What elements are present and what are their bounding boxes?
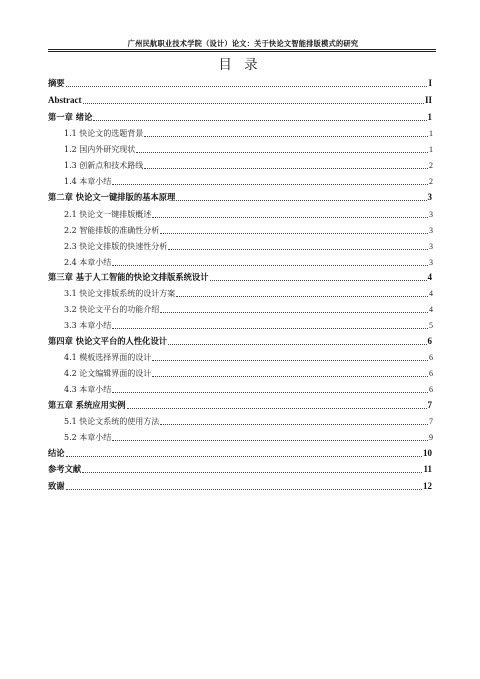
toc-entry-page: 4 [429, 289, 433, 298]
dot-leader [66, 86, 428, 87]
toc-entry-page: 1 [429, 129, 433, 138]
toc-entry-chapter-1[interactable] [48, 111, 432, 123]
toc-entry-label: 参考文献 [48, 464, 82, 474]
toc-entry-page: 7 [427, 400, 432, 410]
dot-leader [83, 103, 424, 104]
toc-title: 目 录 [218, 57, 262, 73]
toc-entry-section-2-2[interactable] [64, 224, 433, 236]
dot-leader [112, 265, 428, 266]
toc-entry-page: 7 [429, 417, 433, 426]
toc-entry-label: 1.1 快论文的选题背景 [64, 129, 144, 138]
toc-entry-label: 5.1 快论文系统的使用方法 [64, 417, 160, 426]
toc-entry-section-4-2[interactable] [64, 367, 433, 379]
toc-entry-section-3-3[interactable] [64, 319, 433, 331]
toc-entry-page: 3 [429, 210, 433, 219]
toc-entry-page: 2 [429, 161, 433, 170]
toc-entry-page: 5 [429, 321, 433, 330]
dot-leader [176, 200, 426, 201]
toc-entry-chapter-5[interactable] [48, 399, 432, 411]
toc-entry-page: 2 [429, 177, 433, 186]
toc-entry-abstract-cn[interactable] [48, 77, 432, 89]
dot-leader [112, 440, 428, 441]
toc-entry-label: 第三章 基于人工智能的快论文排版系统设计 [48, 272, 209, 282]
toc-entry-section-1-1[interactable] [64, 127, 433, 139]
toc-entry-page: 4 [427, 272, 432, 282]
toc-entry-section-5-1[interactable] [64, 415, 433, 427]
dot-leader [66, 489, 422, 490]
toc-entry-label: 2.3 快论文排版的快速性分析 [64, 242, 168, 251]
toc-entry-label: 4.2 论文编辑界面的设计 [64, 369, 152, 378]
toc-entry-page: 12 [423, 481, 432, 491]
dot-leader [144, 168, 428, 169]
dot-leader [168, 344, 426, 345]
toc-entry-acknowledgements[interactable] [48, 480, 432, 492]
toc-entry-page: 1 [427, 112, 432, 122]
toc-entry-label: 2.1 快论文一键排版概述 [64, 210, 152, 219]
toc-entry-label: 4.1 模板选择界面的设计 [64, 353, 152, 362]
toc-entry-chapter-3[interactable] [48, 271, 432, 283]
toc-entry-conclusion[interactable] [48, 447, 432, 459]
toc-entry-label: 第五章 系统应用实例 [48, 400, 126, 410]
dot-leader [160, 424, 428, 425]
toc-entry-label: 致谢 [48, 481, 65, 491]
toc-entry-label: 第一章 绪论 [48, 112, 93, 122]
toc-entry-section-1-4[interactable] [64, 175, 433, 187]
dot-leader [93, 120, 426, 121]
toc-entry-chapter-2[interactable] [48, 191, 432, 203]
toc-entry-section-2-1[interactable] [64, 208, 433, 220]
toc-entry-page: 6 [427, 336, 432, 346]
toc-entry-page: 3 [427, 192, 432, 202]
dot-leader [66, 456, 422, 457]
dot-leader [112, 392, 428, 393]
toc-entry-page: 10 [423, 448, 432, 458]
toc-entry-page: 4 [429, 305, 433, 314]
toc-entry-label: 结论 [48, 448, 65, 458]
dot-leader [112, 184, 428, 185]
dot-leader [210, 280, 427, 281]
toc-entry-label: 3.3 本章小结 [64, 321, 112, 330]
dot-leader [82, 472, 422, 473]
toc-entry-label: 3.2 快论文平台的功能介绍 [64, 305, 160, 314]
toc-entry-page: 11 [423, 464, 432, 474]
toc-entry-label: 2.2 智能排版的准确性分析 [64, 226, 160, 235]
toc-entry-references[interactable] [48, 463, 432, 475]
toc-entry-page: 9 [429, 433, 433, 442]
dot-leader [168, 249, 428, 250]
page-header: 广州民航职业技术学院（设计）论文：关于快论文智能排版模式的研究 [127, 39, 359, 48]
toc-entry-page: 3 [429, 242, 433, 251]
toc-entry-page: II [424, 95, 432, 105]
toc-entry-page: 6 [429, 385, 433, 394]
toc-entry-label: 第四章 快论文平台的人性化设计 [48, 336, 168, 346]
dot-leader [152, 376, 428, 377]
dot-leader [144, 136, 428, 137]
toc-entry-label: 1.3 创新点和技术路线 [64, 161, 144, 170]
toc-entry-section-3-1[interactable] [64, 287, 433, 299]
toc-entry-section-5-2[interactable] [64, 431, 433, 443]
toc-entry-page: 3 [429, 258, 433, 267]
dot-leader [152, 360, 428, 361]
toc-entry-label: 1.2 国内外研究现状 [64, 145, 136, 154]
dot-leader [152, 217, 428, 218]
toc-entry-label: 第二章 快论文一键排版的基本原理 [48, 192, 176, 202]
toc-entry-label: 2.4 本章小结 [64, 258, 112, 267]
toc-entry-abstract-en[interactable] [48, 94, 432, 106]
toc-entry-section-4-3[interactable] [64, 383, 433, 395]
toc-entry-page: I [428, 78, 432, 88]
toc-entry-page: 6 [429, 369, 433, 378]
dot-leader [160, 312, 428, 313]
toc-entry-section-1-3[interactable] [64, 159, 433, 171]
toc-entry-section-1-2[interactable] [64, 143, 433, 155]
dot-leader [112, 328, 428, 329]
toc-entry-section-2-4[interactable] [64, 256, 433, 268]
toc-entry-page: 3 [429, 226, 433, 235]
toc-entry-section-4-1[interactable] [64, 351, 433, 363]
toc-entry-chapter-4[interactable] [48, 335, 432, 347]
dot-leader [127, 408, 427, 409]
toc-entry-label: 4.3 本章小结 [64, 385, 112, 394]
toc-entry-label: 1.4 本章小结 [64, 177, 112, 186]
toc-entry-page: 1 [429, 145, 433, 154]
toc-entry-label: 3.1 快论文排版系统的设计方案 [64, 289, 176, 298]
toc-entry-section-2-3[interactable] [64, 240, 433, 252]
dot-leader [136, 152, 428, 153]
toc-entry-label: 摘要 [48, 78, 65, 88]
dot-leader [176, 296, 428, 297]
toc-entry-label: Abstract [48, 95, 82, 105]
toc-entry-section-3-2[interactable] [64, 303, 433, 315]
toc-entry-label: 5.2 本章小结 [64, 433, 112, 442]
dot-leader [160, 233, 428, 234]
toc-entry-page: 6 [429, 353, 433, 362]
